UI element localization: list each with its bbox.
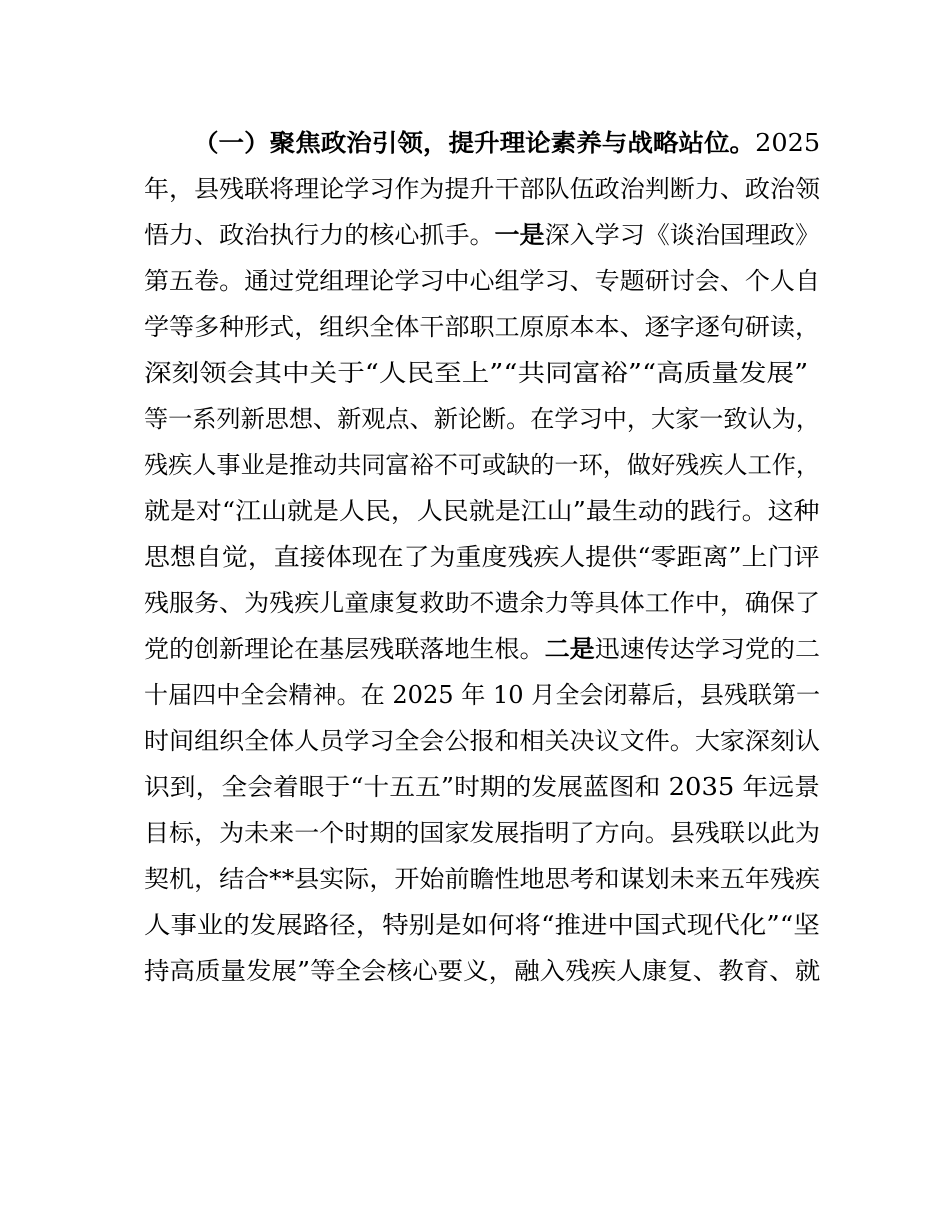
text-segment: 年，县残联将理论学习作为提升干部队伍政治判断力、政治领: [144, 175, 820, 203]
text-line: [144, 489, 820, 533]
text-segment: 思想自觉，直接体现在了为重度残疾人提供“零距离”上门评: [144, 543, 820, 571]
text-segment: 识到，全会着眼于“十五五”时期的发展蓝图和 2035 年远景: [144, 773, 820, 801]
text-segment: 残服务、为残疾儿童康复救助不遗余力等具体工作中，确保了: [144, 589, 820, 617]
text-segment: 目标，为未来一个时期的国家发展指明了方向。县残联以此为: [144, 819, 820, 847]
text-line: [144, 949, 820, 993]
text-segment: 悟力、政治执行力的核心抓手。: [144, 221, 495, 249]
text-line: [144, 397, 820, 441]
bold-text-segment: （一）聚焦政治引领，提升理论素养与战略站位。: [193, 129, 756, 157]
text-segment: 2025: [755, 129, 821, 157]
text-line: [144, 581, 820, 625]
text-segment: 就是对“江山就是人民，人民就是江山”最生动的践行。这种: [144, 497, 820, 525]
bold-text-segment: 一是: [494, 221, 545, 249]
text-line: [144, 811, 820, 855]
bold-text-segment: 二是: [544, 635, 595, 663]
text-line: [144, 765, 820, 809]
text-line: [144, 535, 820, 579]
text-segment: 深入学习《谈治国理政》: [544, 221, 820, 249]
text-segment: 第五卷。通过党组理论学习中心组学习、专题研讨会、个人自: [144, 267, 820, 295]
text-segment: 等一系列新思想、新观点、新论断。在学习中，大家一致认为，: [144, 405, 820, 433]
text-line: [144, 443, 820, 487]
text-line: [144, 351, 808, 395]
text-line: [144, 167, 820, 211]
text-line: [144, 213, 820, 257]
text-line: [144, 305, 820, 349]
text-segment: 残疾人事业是推动共同富裕不可或缺的一环，做好残疾人工作，: [144, 451, 820, 479]
text-segment: 深刻领会其中关于“人民至上”“共同富裕”“高质量发展”: [144, 359, 809, 387]
text-segment: 党的创新理论在基层残联落地生根。: [144, 635, 545, 663]
text-line: [144, 857, 820, 901]
text-segment: 时间组织全体人员学习全会公报和相关决议文件。大家深刻认: [144, 727, 820, 755]
text-line: [144, 259, 820, 303]
text-line: [144, 903, 820, 947]
text-line: [144, 673, 820, 717]
text-segment: 十届四中全会精神。在 2025 年 10 月全会闭幕后，县残联第一: [144, 681, 821, 709]
text-segment: 契机，结合**县实际，开始前瞻性地思考和谋划未来五年残疾: [144, 865, 820, 893]
text-line: [144, 719, 820, 763]
text-segment: 学等多种形式，组织全体干部职工原原本本、逐字逐句研读，: [144, 313, 820, 341]
text-segment: 人事业的发展路径，特别是如何将“推进中国式现代化”“坚: [144, 911, 820, 939]
text-segment: 迅速传达学习党的二: [594, 635, 820, 663]
text-line: [144, 627, 820, 671]
text-line: [193, 121, 820, 165]
text-segment: 持高质量发展”等全会核心要义，融入残疾人康复、教育、就: [144, 957, 821, 985]
